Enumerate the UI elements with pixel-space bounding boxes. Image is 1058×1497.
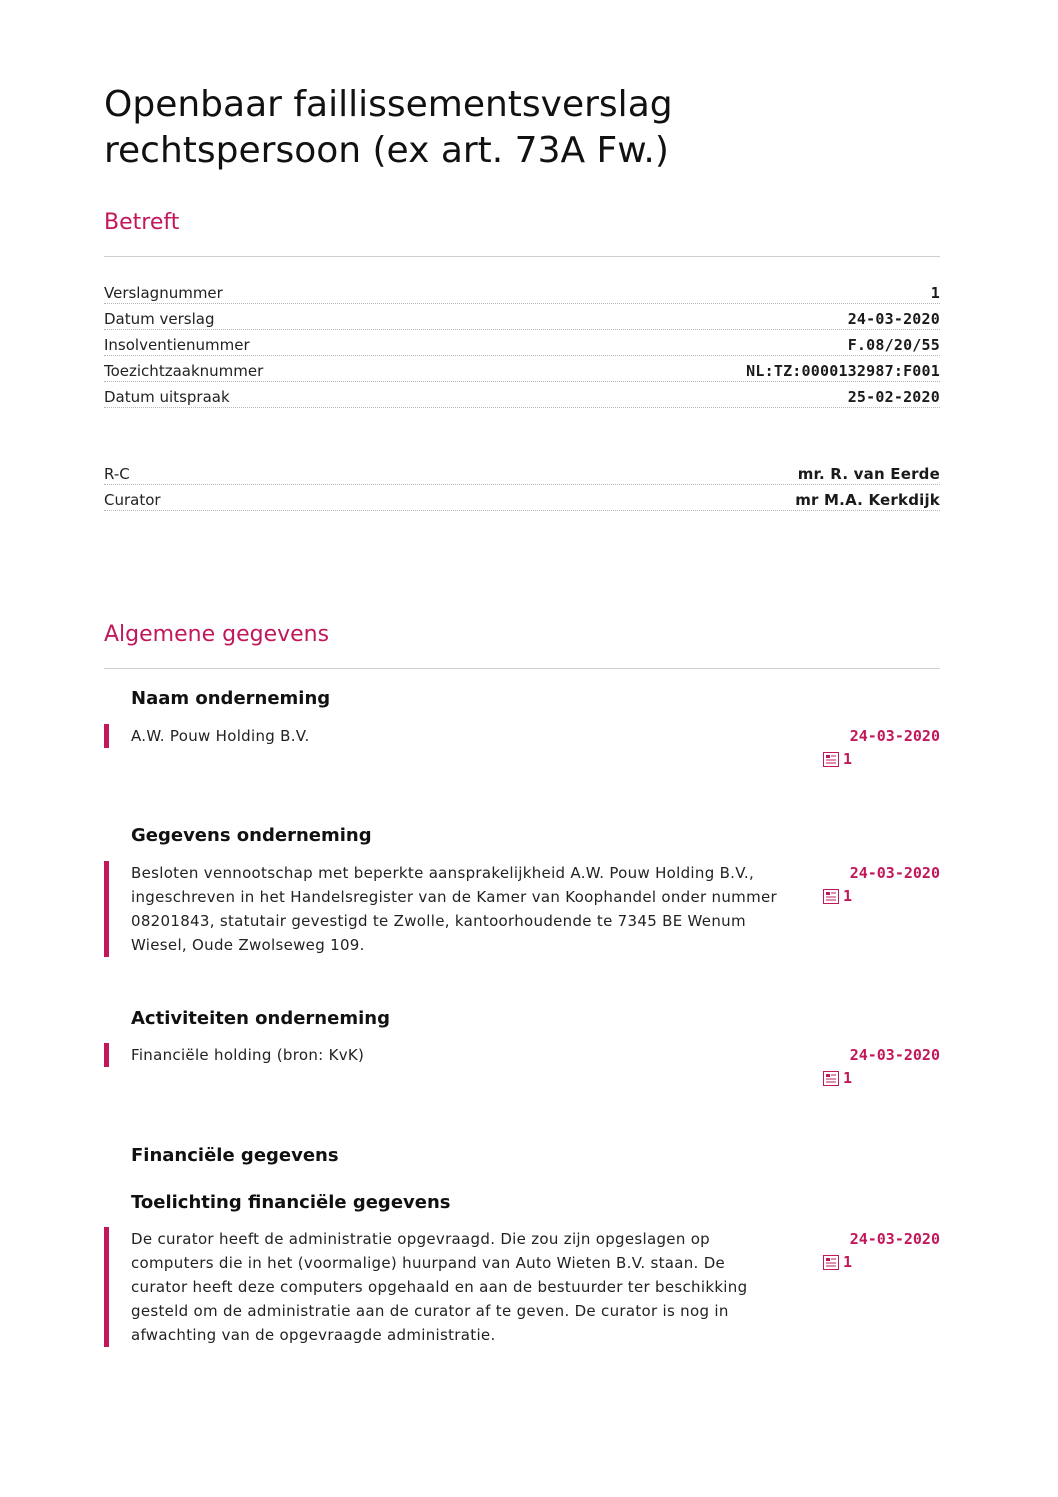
document-icon [823, 1255, 839, 1270]
entry-activiteiten-onderneming [104, 1043, 940, 1093]
report-reference-link[interactable] [823, 1069, 852, 1087]
entry-text: Financiële holding (bron: KvK) [131, 1046, 365, 1064]
row-datum-verslag [104, 304, 940, 330]
heading-financiele-gegevens: Financiële gegevens [131, 1145, 339, 1166]
entry-marker [104, 1227, 109, 1347]
entry-meta [820, 724, 940, 768]
value-toezichtzaaknummer: NL:TZ:0000132987:F001 [746, 362, 940, 380]
entry-date: 24-03-2020 [849, 727, 940, 745]
value-insolventienummer: F.08/20/55 [847, 336, 940, 354]
row-toezichtzaaknummer [104, 356, 940, 382]
document-icon [823, 752, 839, 767]
entry-text: De curator heeft de administratie opgevraagd. Die zou zijn opgeslagen op computers die in het (voormalige) huurpand van Auto Wieten B.V. staan. De curator heeft deze computers opgehaald en aan de bestuurder ter beschikking gesteld om de administratie aan de curator af te geven. De curator is nog in afwachting van de opgevraagde administratie. [131, 1230, 748, 1344]
value-curator: mr M.A. Kerkdijk [795, 491, 940, 509]
label-verslagnummer: Verslagnummer [104, 284, 223, 302]
document-icon [823, 889, 839, 904]
heading-toelichting-financiele-gegevens: Toelichting financiële gegevens [131, 1192, 451, 1213]
value-datum-verslag: 24-03-2020 [847, 310, 940, 328]
section-title-betreft: Betreft [104, 210, 180, 235]
document-title: Openbaar faillissementsverslag rechtspersoon (ex art. 73A Fw.) [104, 84, 673, 171]
entry-meta [820, 1043, 940, 1087]
report-reference-link[interactable] [823, 1253, 852, 1271]
document-icon [823, 1071, 839, 1086]
entry-date: 24-03-2020 [849, 864, 940, 882]
entry-naam-onderneming [104, 724, 940, 774]
section-title-algemene-gegevens: Algemene gegevens [104, 622, 330, 647]
row-verslagnummer [104, 278, 940, 304]
heading-gegevens-onderneming: Gegevens onderneming [131, 825, 372, 846]
report-reference-link[interactable] [823, 887, 852, 905]
entry-meta [820, 861, 940, 905]
entry-date: 24-03-2020 [849, 1230, 940, 1248]
value-datum-uitspraak: 25-02-2020 [847, 388, 940, 406]
entry-date: 24-03-2020 [849, 1046, 940, 1064]
value-verslagnummer: 1 [930, 284, 940, 302]
entry-text: Besloten vennootschap met beperkte aansprakelijkheid A.W. Pouw Holding B.V., ingeschreven in het Handelsregister van de Kamer van Koophandel onder nummer 08201843, statutair gevestigd te Zwolle, kantoorhoudende te 7345 BE Wenum Wiesel, Oude Zwolseweg 109. [131, 864, 777, 954]
value-rc: mr. R. van Eerde [797, 465, 940, 483]
label-datum-uitspraak: Datum uitspraak [104, 388, 230, 406]
label-insolventienummer: Insolventienummer [104, 336, 250, 354]
section-divider [104, 668, 940, 669]
case-details-table [104, 278, 940, 408]
reference-number: 1 [843, 750, 853, 768]
entry-gegevens-onderneming [104, 861, 940, 957]
persons-table [104, 459, 940, 511]
row-datum-uitspraak [104, 382, 940, 408]
section-divider [104, 256, 940, 257]
reference-number: 1 [843, 1253, 853, 1271]
entry-marker [104, 724, 109, 748]
entry-text: A.W. Pouw Holding B.V. [131, 727, 310, 745]
label-toezichtzaaknummer: Toezichtzaaknummer [104, 362, 264, 380]
entry-marker [104, 861, 109, 957]
entry-meta [820, 1227, 940, 1271]
reference-number: 1 [843, 887, 853, 905]
label-rc: R-C [104, 465, 130, 483]
row-rc [104, 459, 940, 485]
row-curator [104, 485, 940, 511]
label-datum-verslag: Datum verslag [104, 310, 215, 328]
entry-marker [104, 1043, 109, 1067]
reference-number: 1 [843, 1069, 853, 1087]
heading-naam-onderneming: Naam onderneming [131, 688, 331, 709]
report-reference-link[interactable] [823, 750, 852, 768]
row-insolventienummer [104, 330, 940, 356]
label-curator: Curator [104, 491, 161, 509]
heading-activiteiten-onderneming: Activiteiten onderneming [131, 1008, 390, 1029]
entry-toelichting-financiele-gegevens [104, 1227, 940, 1347]
